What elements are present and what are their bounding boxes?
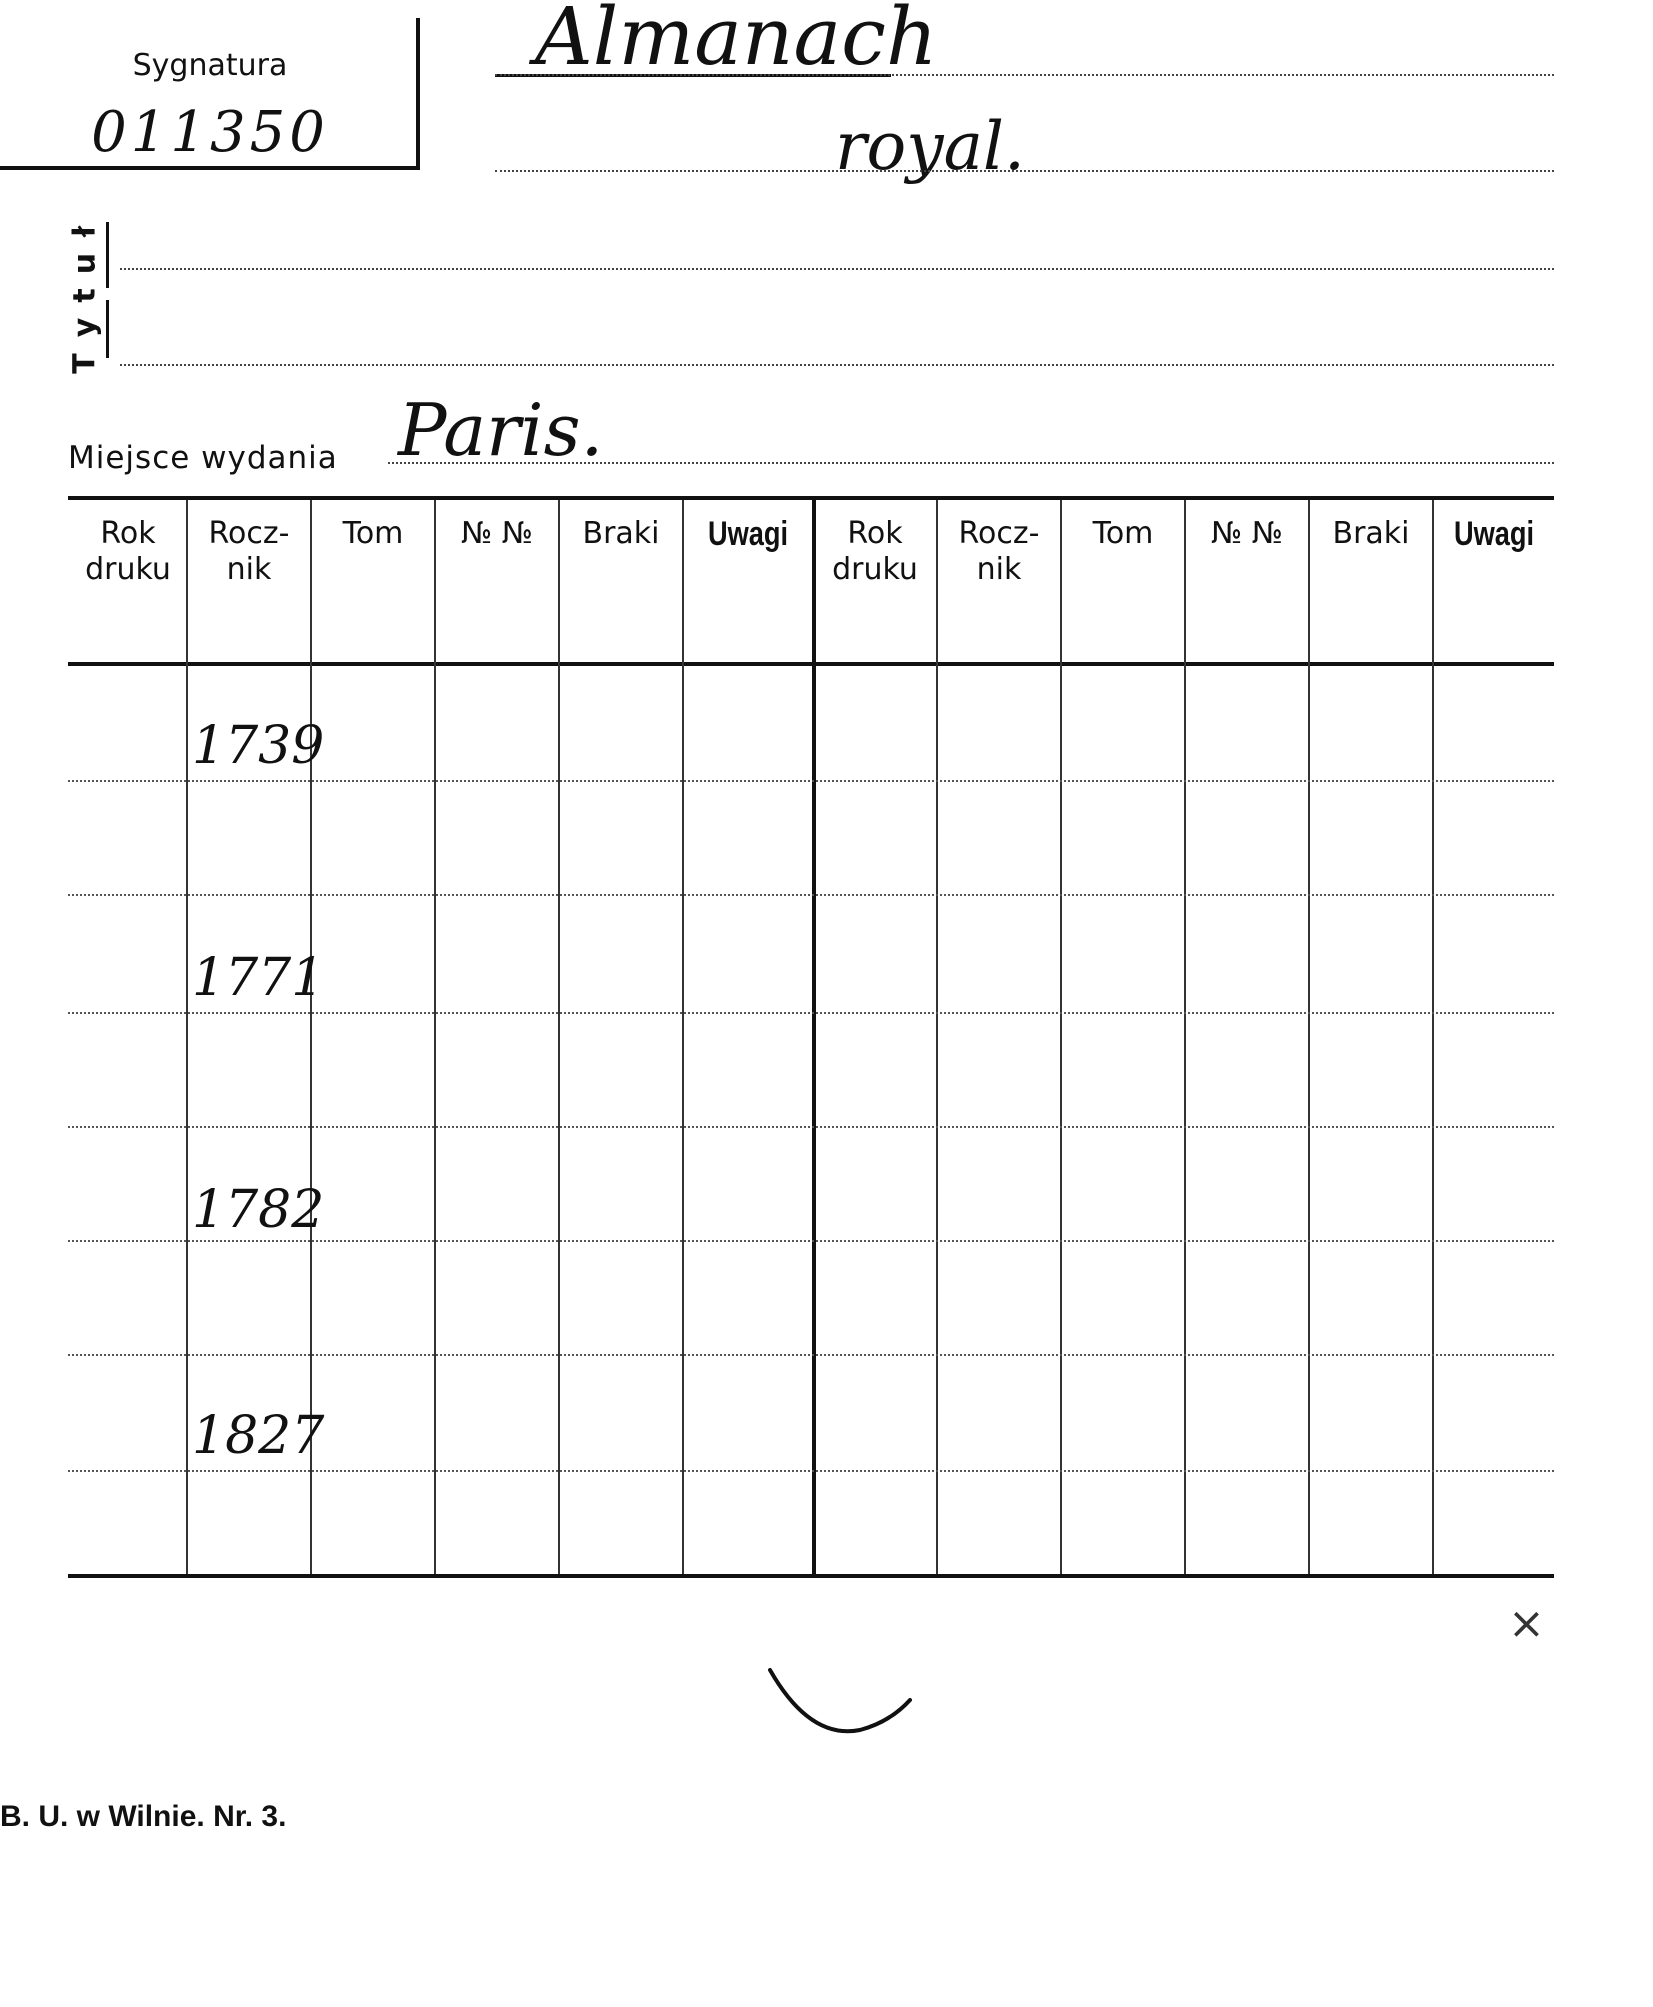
- header-tom-2: Tom: [1092, 516, 1154, 551]
- tytul-dotted-line-1: [120, 268, 1554, 270]
- place-value: Paris.: [398, 388, 604, 472]
- rocznik-entry: 1771: [192, 948, 325, 1008]
- tytul-bracket-bottom: [106, 300, 109, 358]
- tytul-letter-t2: t: [67, 288, 103, 303]
- row-guide: [68, 1354, 1554, 1356]
- column-divider: [1060, 500, 1062, 1574]
- tytul-letter-y: y: [67, 317, 103, 338]
- tytul-letter-u: u: [67, 252, 103, 275]
- row-guide: [68, 1012, 1554, 1014]
- column-divider-center: [812, 500, 816, 1574]
- rocznik-entry: 1739: [192, 716, 325, 776]
- signature-label: Sygnatura: [132, 48, 288, 83]
- cross-mark: ×: [1508, 1598, 1545, 1649]
- rocznik-entry: 1782: [192, 1180, 325, 1240]
- row-guide: [68, 1470, 1554, 1472]
- rocznik-entry: 1827: [192, 1406, 325, 1466]
- column-divider: [1308, 500, 1310, 1574]
- tytul-bracket-top: [106, 222, 109, 288]
- signature-value: 011350: [91, 100, 329, 165]
- column-divider: [186, 500, 188, 1574]
- header-rok-druku-2: Rok druku: [832, 516, 918, 587]
- table-header-rule: [68, 662, 1554, 666]
- table-top-rule: [68, 496, 1554, 500]
- header-numery-2: № №: [1211, 516, 1283, 551]
- place-label: Miejsce wydania: [68, 440, 338, 476]
- column-divider: [1184, 500, 1186, 1574]
- header-rok-druku: Rok druku: [85, 516, 171, 587]
- header-uwagi: Uwagi: [707, 515, 789, 553]
- row-guide: [68, 1240, 1554, 1242]
- header-numery: № №: [461, 516, 533, 551]
- footer-imprint: B. U. w Wilnie. Nr. 3.: [0, 1800, 287, 1833]
- tytul-dotted-line-2: [120, 364, 1554, 366]
- title-dotted-line-1: [495, 74, 1554, 76]
- header-uwagi-2: Uwagi: [1453, 515, 1535, 553]
- title-dotted-line-2: [495, 170, 1554, 172]
- header-braki: Braki: [582, 516, 660, 551]
- title-handwritten-line2: royal.: [835, 108, 1026, 185]
- table-bottom-rule: [68, 1574, 1554, 1578]
- header-rocznik: Rocz- nik: [208, 516, 290, 587]
- row-guide: [68, 894, 1554, 896]
- header-braki-2: Braki: [1332, 516, 1410, 551]
- header-rocznik-2: Rocz- nik: [958, 516, 1040, 587]
- column-divider: [434, 500, 436, 1574]
- tytul-letter-l: ł: [67, 225, 103, 238]
- column-divider: [1432, 500, 1434, 1574]
- row-guide: [68, 780, 1554, 782]
- header-tom: Tom: [342, 516, 404, 551]
- column-divider: [558, 500, 560, 1574]
- column-divider: [936, 500, 938, 1574]
- pen-curve-mark: [760, 1660, 920, 1750]
- tytul-letter-t: T: [67, 353, 103, 374]
- place-dotted-line: [388, 462, 1554, 464]
- row-guide: [68, 1126, 1554, 1128]
- column-divider: [682, 500, 684, 1574]
- title-handwritten-line1: Almanach: [535, 0, 938, 83]
